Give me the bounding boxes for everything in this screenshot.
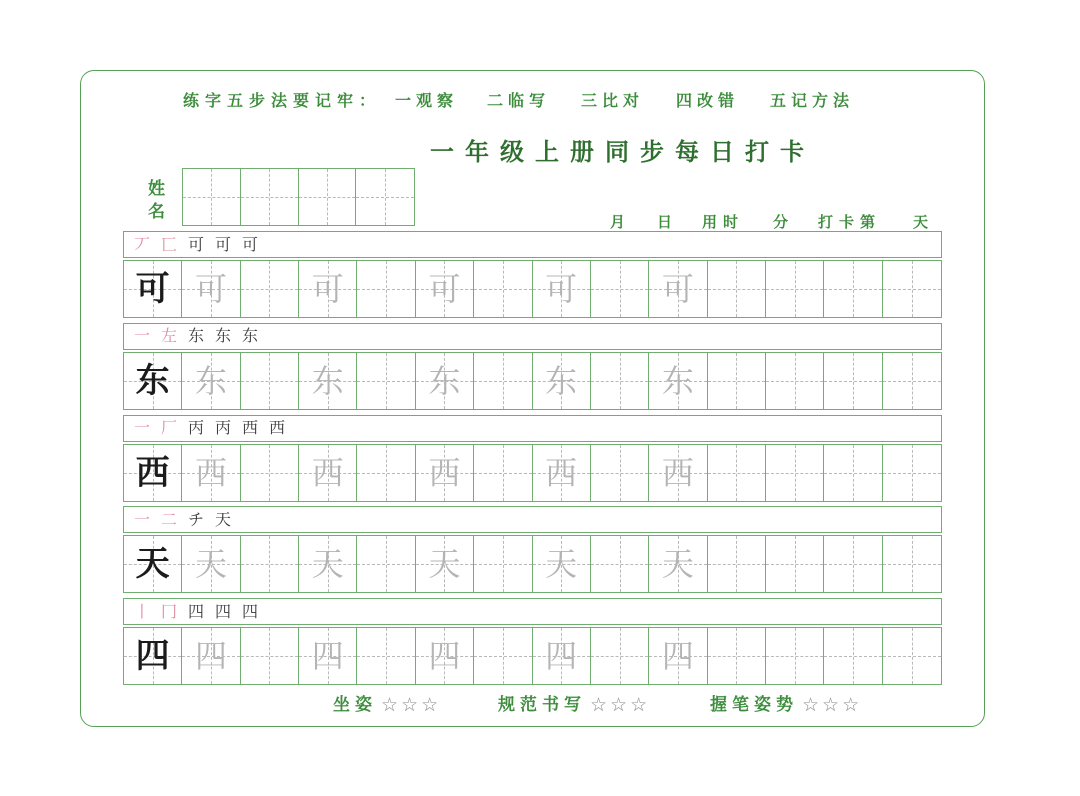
stroke-order-glyph: 一: [133, 509, 150, 529]
stroke-order-glyph: 丙: [214, 418, 231, 437]
practice-cell: [708, 628, 766, 684]
practice-cell: [766, 445, 824, 501]
evaluation-item-posture: [333, 693, 441, 716]
practice-cell: [591, 536, 649, 592]
tracing-character: 四: [195, 637, 228, 675]
practice-cell: [357, 353, 415, 409]
practice-cell: [883, 536, 941, 592]
practice-cell: [649, 261, 707, 317]
rating-star-icon: ☆: [802, 693, 820, 716]
name-writing-grid: [182, 168, 415, 226]
stroke-order-glyph: 东: [214, 326, 231, 346]
tracing-character: 天: [311, 545, 344, 584]
practice-cell: [824, 536, 882, 592]
model-cell: [124, 536, 182, 592]
rating-stars: [802, 693, 862, 716]
practice-cell: [416, 353, 474, 409]
practice-cell: [357, 536, 415, 592]
rating-star-icon: ☆: [401, 693, 419, 716]
rating-star-icon: ☆: [421, 693, 439, 716]
tracing-character: 西: [311, 453, 344, 492]
practice-grid: [123, 352, 942, 410]
practice-cell: [357, 261, 415, 317]
model-character: 四: [135, 636, 170, 676]
practice-cell: [533, 261, 591, 317]
practice-cell: [416, 536, 474, 592]
motto-step: 二临写: [487, 91, 551, 110]
model-cell: [124, 445, 182, 501]
practice-row: [123, 598, 942, 685]
practice-area: [123, 231, 942, 687]
name-grid-cell: [183, 169, 241, 225]
checkin-day-prefix: 打卡第: [818, 212, 882, 231]
practice-cell: [241, 445, 299, 501]
motto-lead: 练字五步法要记牢：: [183, 91, 382, 110]
practice-cell: [474, 536, 532, 592]
stroke-order-glyph: 四: [214, 601, 231, 621]
practice-cell: [182, 536, 240, 592]
tracing-character: 可: [195, 270, 228, 308]
date-day-label: 日: [657, 212, 679, 231]
practice-cell: [824, 353, 882, 409]
practice-cell: [241, 261, 299, 317]
practice-grid: [123, 444, 942, 502]
tracing-character: 东: [311, 361, 344, 400]
practice-cell: [416, 628, 474, 684]
practice-cell: [766, 261, 824, 317]
tracing-character: 四: [311, 637, 344, 675]
name-grid-cell: [356, 169, 414, 225]
stroke-order-strip: [123, 598, 942, 625]
practice-cell: [708, 445, 766, 501]
practice-cell: [591, 628, 649, 684]
practice-cell: [416, 261, 474, 317]
date-month-label: 月: [610, 212, 632, 231]
evaluation-label: 坐姿: [333, 694, 377, 715]
practice-cell: [533, 536, 591, 592]
rating-star-icon: ☆: [630, 693, 648, 716]
stroke-order-glyph: 可: [241, 234, 258, 254]
evaluation-item-pen-grip: [710, 693, 862, 716]
practice-cell: [766, 353, 824, 409]
rating-stars: [381, 693, 441, 716]
model-character: 西: [135, 452, 170, 493]
practice-cell: [299, 536, 357, 592]
practice-cell: [883, 261, 941, 317]
name-grid-cell: [241, 169, 299, 225]
practice-cell: [182, 353, 240, 409]
practice-cell: [299, 628, 357, 684]
tracing-character: 西: [195, 453, 228, 492]
stroke-order-glyph: 匸: [160, 234, 177, 254]
motto-step: 五记方法: [770, 91, 855, 110]
tracing-character: 可: [428, 270, 461, 308]
practice-cell: [299, 445, 357, 501]
practice-cell: [708, 353, 766, 409]
stroke-order-glyph: 西: [241, 418, 258, 437]
stroke-order-glyph: 一: [133, 418, 150, 437]
model-character: 可: [135, 269, 170, 309]
tracing-character: 东: [661, 361, 694, 400]
stroke-order-glyph: 丨: [133, 601, 150, 621]
practice-cell: [824, 445, 882, 501]
tracing-character: 天: [545, 545, 578, 584]
tracing-character: 四: [545, 637, 578, 675]
evaluation-label: 握笔姿势: [710, 694, 798, 715]
practice-cell: [591, 261, 649, 317]
practice-grid: [123, 535, 942, 593]
stroke-order-glyph: 可: [214, 234, 231, 254]
practice-cell: [766, 536, 824, 592]
tracing-character: 东: [545, 361, 578, 400]
stroke-order-strip: [123, 323, 942, 350]
motto-step: 三比对: [581, 91, 645, 110]
model-cell: [124, 261, 182, 317]
practice-grid: [123, 627, 942, 685]
motto-step: 四改错: [676, 91, 740, 110]
practice-cell: [299, 353, 357, 409]
practice-grid: [123, 260, 942, 318]
evaluation-label: 规范书写: [498, 694, 586, 715]
practice-cell: [533, 445, 591, 501]
practice-cell: [241, 536, 299, 592]
practice-cell: [591, 353, 649, 409]
practice-cell: [182, 261, 240, 317]
tracing-character: 西: [661, 453, 694, 492]
stroke-order-glyph: 四: [187, 601, 204, 621]
worksheet-title: 一年级上册同步每日打卡: [430, 138, 815, 166]
stroke-order-glyph: 丆: [133, 234, 150, 254]
rating-star-icon: ☆: [842, 693, 860, 716]
practice-cell: [474, 628, 532, 684]
rating-star-icon: ☆: [822, 693, 840, 716]
practice-cell: [649, 445, 707, 501]
tracing-character: 可: [545, 270, 578, 308]
stroke-order-glyph: 二: [160, 509, 177, 529]
stroke-order-glyph: 天: [214, 509, 231, 529]
practice-row: [123, 415, 942, 502]
tracing-character: 四: [661, 637, 694, 675]
tracing-character: 天: [195, 545, 228, 584]
model-cell: [124, 628, 182, 684]
stroke-order-glyph: 可: [187, 234, 204, 254]
practice-cell: [766, 628, 824, 684]
rating-star-icon: ☆: [610, 693, 628, 716]
practice-cell: [649, 353, 707, 409]
rating-star-icon: ☆: [590, 693, 608, 716]
tracing-character: 天: [428, 545, 461, 584]
practice-cell: [299, 261, 357, 317]
rating-star-icon: ☆: [381, 693, 399, 716]
practice-cell: [474, 261, 532, 317]
practice-cell: [591, 445, 649, 501]
stroke-order-glyph: 左: [160, 326, 177, 346]
stroke-order-glyph: 一: [133, 326, 150, 346]
stroke-order-glyph: 东: [187, 326, 204, 346]
practice-cell: [357, 628, 415, 684]
practice-cell: [474, 353, 532, 409]
practice-cell: [182, 628, 240, 684]
practice-cell: [533, 353, 591, 409]
tracing-character: 西: [545, 453, 578, 492]
model-character: 天: [135, 544, 170, 585]
practice-cell: [182, 445, 240, 501]
tracing-character: 西: [428, 453, 461, 492]
stroke-order-strip: [123, 415, 942, 442]
time-used-label: 用时: [702, 212, 745, 231]
practice-cell: [824, 261, 882, 317]
stroke-order-glyph: チ: [187, 509, 204, 529]
stroke-order-glyph: 冂: [160, 601, 177, 621]
practice-cell: [416, 445, 474, 501]
stroke-order-glyph: 东: [241, 326, 258, 346]
practice-row: [123, 231, 942, 318]
stroke-order-strip: [123, 506, 942, 533]
name-label-char: 姓: [148, 178, 165, 199]
practice-cell: [357, 445, 415, 501]
model-character: 东: [135, 360, 170, 401]
practice-cell: [533, 628, 591, 684]
practice-cell: [241, 353, 299, 409]
practice-cell: [883, 628, 941, 684]
practice-row: [123, 323, 942, 410]
motto-step: 一观察: [395, 91, 459, 110]
practice-cell: [241, 628, 299, 684]
stroke-order-strip: [123, 231, 942, 258]
tracing-character: 东: [195, 361, 228, 400]
checkin-day-suffix: 天: [913, 212, 935, 231]
tracing-character: 四: [428, 637, 461, 675]
practice-cell: [474, 445, 532, 501]
practice-cell: [708, 261, 766, 317]
tracing-character: 可: [661, 270, 694, 308]
stroke-order-glyph: 四: [241, 601, 258, 621]
stroke-order-glyph: 西: [268, 418, 285, 437]
evaluation-item-handwriting: [498, 693, 650, 716]
practice-row: [123, 506, 942, 593]
name-label-char: 名: [148, 201, 165, 222]
practice-cell: [883, 445, 941, 501]
tracing-character: 天: [661, 545, 694, 584]
rating-stars: [590, 693, 650, 716]
practice-cell: [649, 536, 707, 592]
minutes-label: 分: [773, 212, 795, 231]
name-grid-cell: [299, 169, 357, 225]
practice-cell: [649, 628, 707, 684]
practice-cell: [824, 628, 882, 684]
model-cell: [124, 353, 182, 409]
practice-cell: [883, 353, 941, 409]
tracing-character: 可: [311, 270, 344, 308]
stroke-order-glyph: 丙: [187, 418, 204, 437]
stroke-order-glyph: 厂: [160, 418, 177, 437]
tracing-character: 东: [428, 361, 461, 400]
practice-cell: [708, 536, 766, 592]
